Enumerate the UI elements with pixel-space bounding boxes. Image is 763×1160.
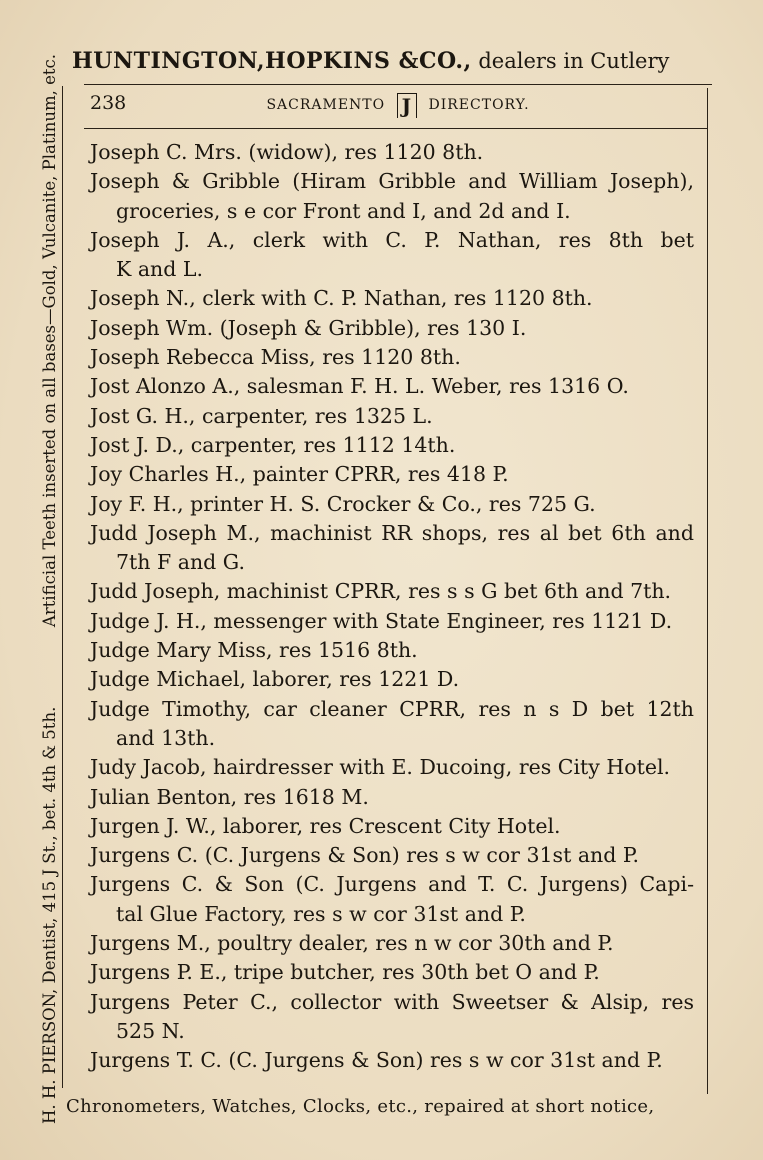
- entry-line: Jurgens T. C. (C. Jurgens & Son) res s w cor 31st and P.: [90, 1048, 663, 1073]
- entry-line: Judge Mary Miss, res 1516 8th.: [90, 638, 418, 663]
- directory-entry: [90, 402, 694, 431]
- right-border-rule: [707, 88, 708, 1094]
- entry-line: Jurgens M., poultry dealer, res n w cor 30th and P.: [90, 931, 614, 956]
- advertiser-tagline: dealers in Cutlery: [471, 49, 670, 73]
- left-border-rule: [62, 86, 63, 1088]
- directory-entry: [90, 665, 694, 694]
- directory-entry: [90, 783, 694, 812]
- entry-line: Jost J. D., carpenter, res 1112 14th.: [90, 432, 456, 457]
- entry-continuation-line: 525 N.: [116, 1018, 185, 1043]
- directory-entry: [90, 929, 694, 958]
- entry-line: Jurgens Peter C., collector with Sweetser & Alsip, res: [90, 989, 694, 1014]
- directory-entries: [90, 138, 694, 1076]
- directory-entry: [90, 841, 694, 870]
- directory-entry: [90, 607, 694, 636]
- entry-line: Joseph Rebecca Miss, res 1120 8th.: [90, 345, 461, 370]
- entry-line: Joseph & Gribble (Hiram Gribble and William Joseph),: [90, 169, 694, 194]
- section-letter: J: [397, 93, 417, 118]
- entry-line: Joseph J. A., clerk with C. P. Nathan, res 8th bet: [90, 227, 694, 252]
- directory-entry: [90, 753, 694, 782]
- directory-entry: [90, 812, 694, 841]
- directory-entry: [90, 138, 694, 167]
- entry-line: Joy F. H., printer H. S. Crocker & Co., res 725 G.: [90, 491, 596, 516]
- entry-line: Jost G. H., carpenter, res 1325 L.: [90, 403, 433, 428]
- top-advertisement: [72, 48, 722, 74]
- header-rule-bottom: [84, 128, 708, 129]
- entry-line: Joy Charles H., painter CPRR, res 418 P.: [90, 462, 509, 487]
- directory-entry: [90, 695, 694, 754]
- page-number: 238: [90, 92, 127, 114]
- running-head: [88, 92, 708, 118]
- entry-line: Judge Michael, laborer, res 1221 D.: [90, 667, 460, 692]
- entry-line: Jurgens C. & Son (C. Jurgens and T. C. Jurgens) Capi-: [90, 872, 694, 897]
- entry-line: Jurgen J. W., laborer, res Crescent City Hotel.: [90, 813, 561, 838]
- bottom-advertisement: Chronometers, Watches, Clocks, etc., repaired at short notice,: [66, 1096, 655, 1117]
- entry-line: Jost Alonzo A., salesman F. H. L. Weber, res 1316 O.: [90, 374, 629, 399]
- entry-line: Joseph Wm. (Joseph & Gribble), res 130 I.: [90, 315, 527, 340]
- directory-entry: [90, 343, 694, 372]
- entry-continuation-line: groceries, s e cor Front and I, and 2d and I.: [116, 198, 571, 223]
- page-header: [88, 92, 708, 122]
- directory-entry: [90, 870, 694, 929]
- directory-entry: [90, 958, 694, 987]
- entry-line: Judge J. H., messenger with State Engineer, res 1121 D.: [90, 608, 673, 633]
- entry-line: Judd Joseph, machinist CPRR, res s s G bet 6th and 7th.: [90, 579, 672, 604]
- directory-entry: [90, 988, 694, 1047]
- header-rule-top: [84, 84, 712, 85]
- side-advertisement-dentist: H. H. PIERSON, Dentist, 415 J St., bet. 4th & 5th.: [40, 706, 59, 1124]
- directory-entry: [90, 577, 694, 606]
- entry-line: Judd Joseph M., machinist RR shops, res al bet 6th and: [90, 520, 694, 545]
- directory-entry: [90, 431, 694, 460]
- directory-entry: [90, 226, 694, 285]
- entry-line: Jurgens C. (C. Jurgens & Son) res s w cor 31st and P.: [90, 843, 640, 868]
- entry-line: Judy Jacob, hairdresser with E. Ducoing, res City Hotel.: [90, 755, 671, 780]
- directory-entry: [90, 372, 694, 401]
- entry-line: Julian Benton, res 1618 M.: [90, 784, 369, 809]
- entry-line: Joseph C. Mrs. (widow), res 1120 8th.: [90, 140, 484, 164]
- directory-entry: [90, 1046, 694, 1075]
- advertiser-name: HUNTINGTON,HOPKINS &CO.,: [72, 48, 472, 74]
- side-advertisement: [40, 54, 59, 1124]
- directory-entry: [90, 167, 694, 226]
- entry-continuation-line: K and L.: [116, 257, 204, 282]
- entry-continuation-line: tal Glue Factory, res s w cor 31st and P.: [116, 901, 526, 926]
- entry-continuation-line: 7th F and G.: [116, 550, 245, 575]
- side-advertisement-teeth: Artificial Teeth inserted on all bases—Gold, Vulcanite, Platinum, etc.: [40, 54, 59, 628]
- running-head-city: SACRAMENTO: [266, 97, 386, 113]
- entry-continuation-line: and 13th.: [116, 725, 216, 750]
- entry-line: Judge Timothy, car cleaner CPRR, res n s D bet 12th: [90, 696, 694, 721]
- directory-entry: [90, 519, 694, 578]
- entry-line: Joseph N., clerk with C. P. Nathan, res 1120 8th.: [90, 286, 593, 311]
- directory-entry: [90, 460, 694, 489]
- directory-entry: [90, 490, 694, 519]
- directory-entry: [90, 284, 694, 313]
- directory-entry: [90, 636, 694, 665]
- running-head-title: DIRECTORY.: [428, 97, 530, 113]
- entry-line: Jurgens P. E., tripe butcher, res 30th bet O and P.: [90, 960, 600, 985]
- directory-entry: [90, 314, 694, 343]
